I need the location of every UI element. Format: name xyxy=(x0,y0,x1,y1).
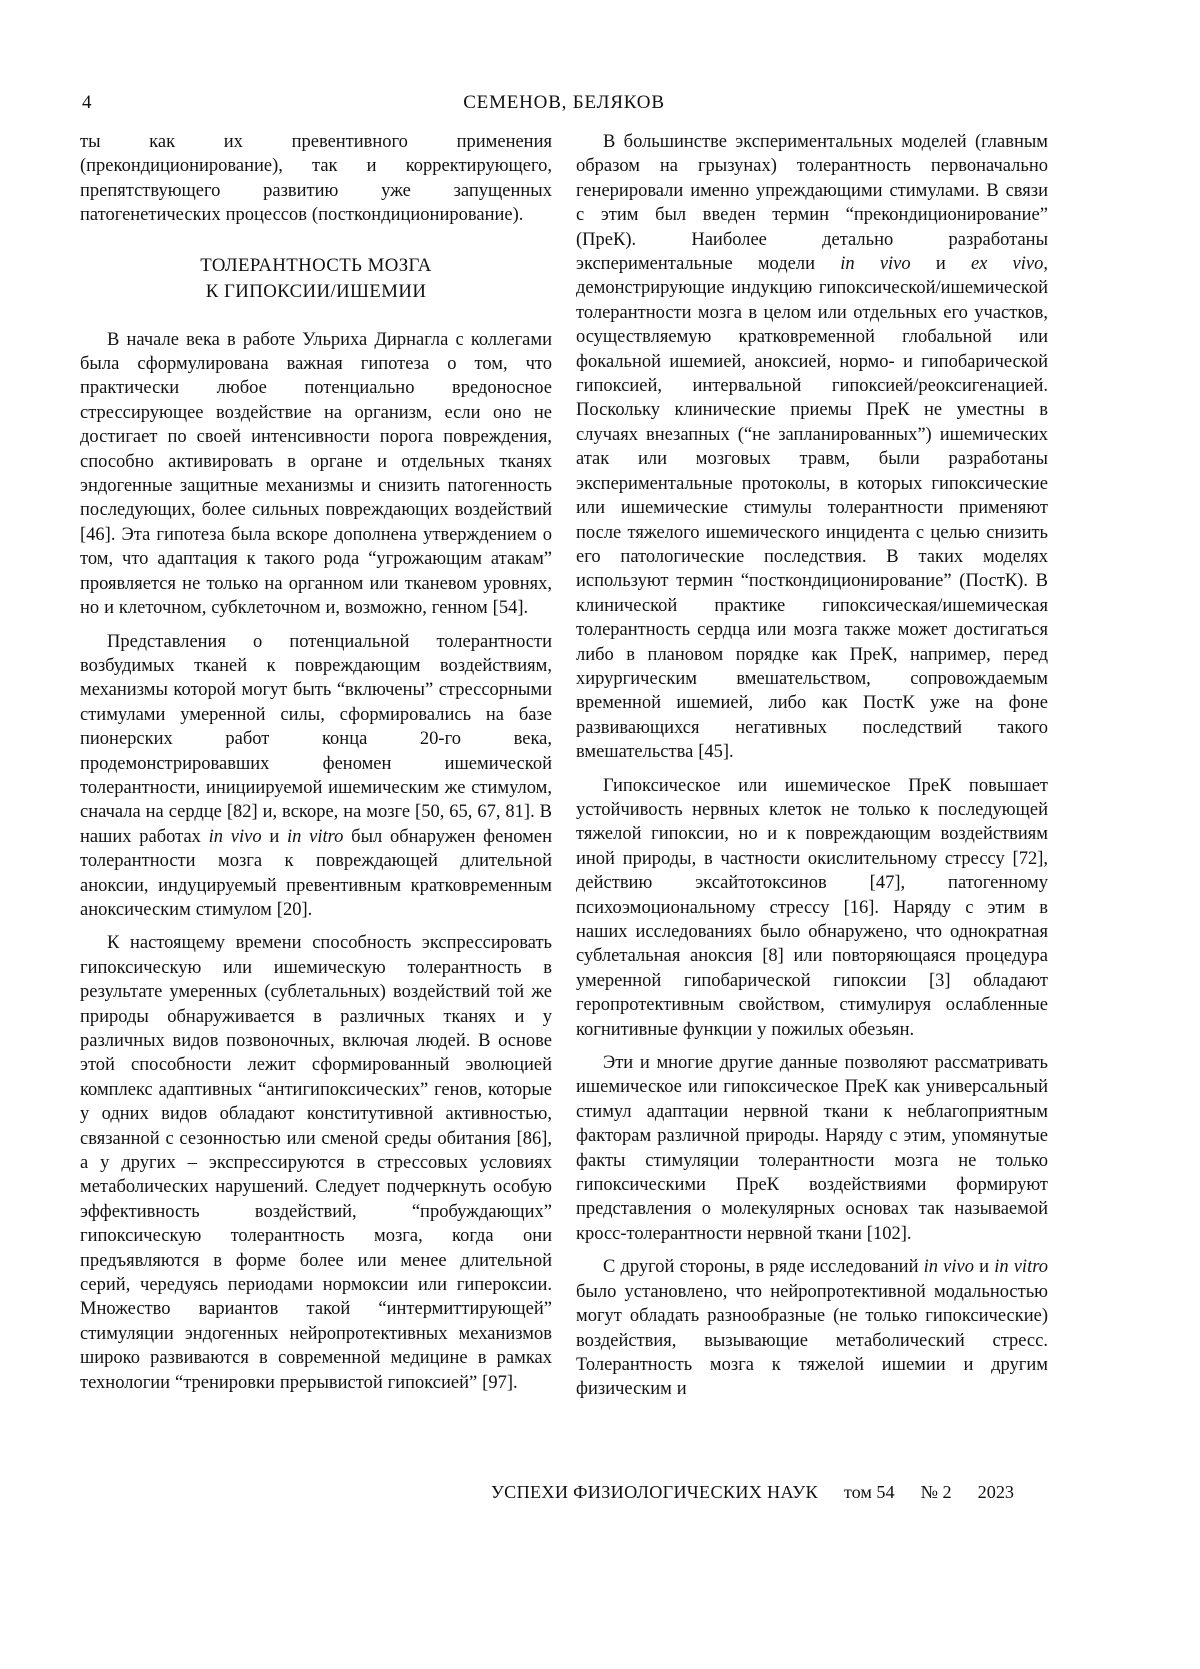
page-number: 4 xyxy=(82,92,92,113)
running-head: СЕМЕНОВ, БЕЛЯКОВ xyxy=(463,92,665,113)
latin-term-italic: ex vivo xyxy=(970,254,1044,275)
footer-volume: том 54 xyxy=(843,1482,895,1502)
paragraph: К настоящему времени способность экспрессировать гипоксическую или ишемическую толерантность в результате умеренных (сублетальных) воздействий той же природы обнаруживается в различных тканях и у различных видов позвоночных, включая людей. В основе этой способности лежит сформированный эволюцией комплекс адаптивных “антигипоксических” генов, которые у одних видов обладают конститутивной активностью, связанной с сезонностью или сменой среды обитания [86], а у других – экспрессируются в стрессовых условиях метаболических нарушений. Следует подчеркнуть особую эффективность воздействий, “пробуждающих” гипоксическую толерантность мозга, когда они предъявляются в форме более или менее длительной серий, чередуясь периодами нормоксии или гипероксии. Множество вариантов такой “интермиттирующей” стимуляции эндогенных нейропротективных механизмов широко развиваются в современной медицине в рамках технологии “тренировки прерывистой гипоксией” [97]. xyxy=(80,933,552,1393)
footer-issue: № 2 xyxy=(920,1482,952,1502)
latin-term-italic: in vitro xyxy=(287,826,344,847)
latin-term-italic: in vitro xyxy=(994,1257,1048,1278)
left-column xyxy=(80,130,552,1402)
right-column xyxy=(576,130,1048,1402)
paragraph: Представления о потенциальной толерантности возбудимых тканей к повреждающим воздействиям, механизмы которой могут быть “включены” стрессорными стимулами умеренной силы, сформировались на базе пионерских работ конца 20-го века, продемонстрировавших феномен ишемической толерантности, инициируемой ишемическим же стимулом, сначала на сердце [82] и, вскоре, на мозге [50, 65, 67, 81]. В наших работах in vivo и in vitro был обнаружен феномен толерантности мозга к повреждающей длительной аноксии, индуцируемый превентивным кратковременным аноксическим стимулом [20]. xyxy=(80,631,552,920)
latin-term-italic: in vivo xyxy=(208,826,262,847)
paragraph: Эти и многие другие данные позволяют рассматривать ишемическое или гипоксическое ПреК как универсальный стимул адаптации нервной ткани к неблагоприятным факторам различной природы. Наряду с этим, упомянутые факты стимуляции толерантности мозга не только гипоксическими ПреК воздействиями формируют представления о молекулярных основах так называемой кросс-толерантности нервной ткани [102]. xyxy=(576,1053,1048,1244)
page-footer xyxy=(80,1482,1048,1503)
paragraph: В большинстве экспериментальных моделей (главным образом на грызунах) толерантность первоначально генерировали именно упреждающими стимулами. В связи с этим был введен термин “прекондиционирование” (ПреК). Наиболее детально разработаны экспериментальные модели in vivo и ex vivo, демонстрирующие индукцию гипоксической/ишемической толерантности мозга в целом или отдельных его участков, осуществляемую кратковременной глобальной или фокальной ишемией, аноксией, нормо- и гипобарической гипоксией, интервальной гипоксией/реоксигенацией. Поскольку клинические приемы ПреК не уместны в случаях внезапных (“не запланированных”) ишемических атак или мозговых травм, были разработаны экспериментальные протоколы, в которых гипоксические или ишемические стимулы толерантности применяют после тяжелого ишемического инцидента с целью снизить его патологические последствия. В таких моделях используют термин “посткондиционирование” (ПостК). В клинической практике гипоксическая/ишемическая толерантность сердца или мозга также может достигаться либо в плановом порядке как ПреК, например, перед хирургическим вмешательством, сопровождаемым временной ишемией, либо как ПостК уже на фоне развивающихся негативных последствий такого вмешательства [45]. xyxy=(576,132,1048,763)
paragraph: Гипоксическое или ишемическое ПреК повышает устойчивость нервных клеток не только к последующей тяжелой гипоксии, но и к повреждающим воздействиям иной природы, в частности окислительному стрессу [72], действию эксайтотоксинов [47], патогенному психоэмоциональному стрессу [16]. Наряду с этим в наших исследованиях было обнаружено, что однократная сублетальная аноксия [8] или повторяющаяся процедура умеренной гипобарической гипоксии [3] обладают геропротективным свойством, стимулируя ослабленные когнитивные функции у пожилых обезьян. xyxy=(576,775,1048,1040)
article-body xyxy=(80,130,1048,1402)
paragraph: С другой стороны, в ряде исследований in vivo и in vitro было установлено, что нейропротективной модальностью могут обладать разнообразные (не только гипоксические) воздействия, вызывающие метаболический стресс. Толерантность мозга к тяжелой ишемии и другим физическим и xyxy=(576,1257,1048,1400)
footer-year: 2023 xyxy=(977,1482,1014,1502)
latin-term-italic: in vivo xyxy=(840,254,911,275)
section-heading: ТОЛЕРАНТНОСТЬ МОЗГА К ГИПОКСИИ/ИШЕМИИ xyxy=(200,254,432,302)
footer-journal-title: УСПЕХИ ФИЗИОЛОГИЧЕСКИХ НАУК xyxy=(490,1482,818,1502)
latin-term-italic: in vivo xyxy=(923,1257,974,1278)
page-header xyxy=(80,92,1048,118)
paragraph: В начале века в работе Ульриха Дирнагла с коллегами была сформулирована важная гипотеза о том, что практически любое потенциально вредоносное стрессирующее воздействие на организм, если оно не достигает по своей интенсивности порога повреждения, способно активировать в органе и отдельных тканях эндогенные защитные механизмы и снизить патогенность последующих, более сильных повреждающих воздействий [46]. Эта гипотеза была вскоре дополнена утверждением о том, что адаптация к такого рода “угрожающим атакам” проявляется не только на органном или тканевом уровнях, но и клеточном, субклеточном и, возможно, генном [54]. xyxy=(80,329,552,619)
paragraph: ты как их превентивного применения (прекондиционирование), так и корректирующего, препятствующего развитию уже запущенных патогенетических процессов (посткондиционирование). xyxy=(80,132,552,226)
